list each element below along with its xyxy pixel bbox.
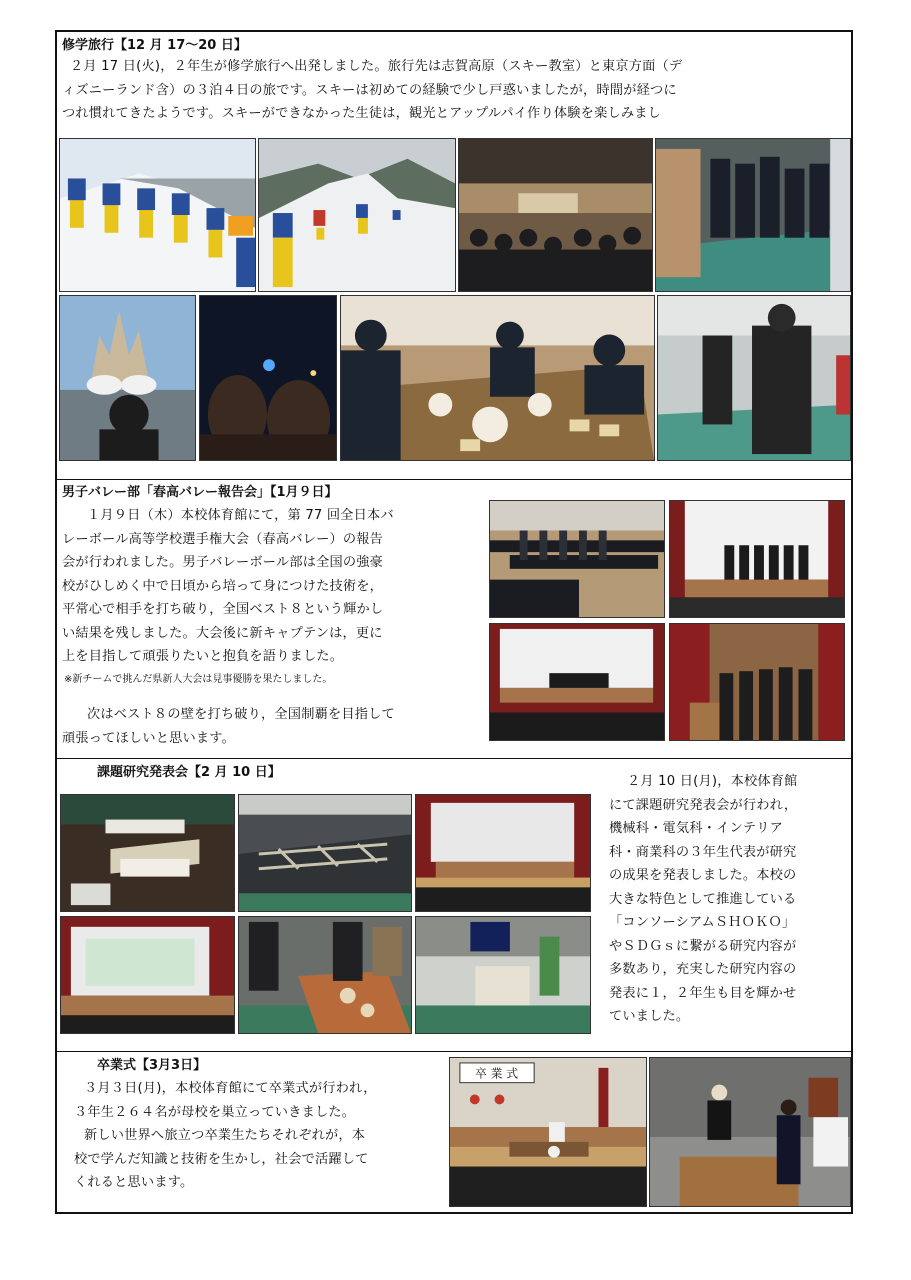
section-heading-volleyball: 男子バレー部「春高バレー報告会」【1月９日】 (62, 485, 338, 500)
photo-research-bridge-model (238, 794, 412, 912)
photo-research-stage-presentation (415, 794, 591, 912)
text-line: レーボール高等学校選手権大会（春高バレー）の報告 (62, 531, 384, 547)
text-line: やＳＤＧｓに繋がる研究内容が (609, 938, 797, 954)
text-line: 科・商業科の３年生代表が研究 (609, 844, 797, 860)
text-line: つれ慣れてきたようです。スキーができなかった生徒は，観光とアップルパイ作り体験を楽しみまし (62, 106, 662, 121)
photo-night-park (199, 295, 337, 461)
photo-research-model-display (60, 794, 235, 912)
section-divider (57, 1051, 851, 1052)
section-divider (57, 758, 851, 759)
photo-ski-lesson-group (59, 138, 256, 292)
text-line: ３年生２６４名が母校を巣立っていきました。 (74, 1104, 356, 1120)
photo-volleyball-stage-team (669, 500, 845, 618)
text-line: の成果を発表しました。本校の (609, 868, 797, 883)
text-line: い結果を残しました。大会後に新キャプテンは，更に (62, 625, 383, 641)
text-line: ていました。 (609, 1009, 690, 1024)
photo-glass-floor-visit (657, 295, 851, 461)
text-line: 平常心で相手を打ち破り，全国ベスト８という輝かし (62, 602, 384, 617)
research-text (609, 770, 849, 1029)
text-line: 多数あり，充実した研究内容の (609, 962, 797, 977)
text-line: 頑張ってほしいと思います。 (62, 730, 235, 746)
newsletter-frame (55, 30, 853, 1214)
photo-volleyball-report-stage (489, 623, 665, 741)
text-line: 新しい世界へ旅立つ卒業生たちそれぞれが，本 (84, 1128, 366, 1143)
photo-disney-castle (59, 295, 196, 461)
photo-diploma-handover (649, 1057, 851, 1207)
text-line: にて課題研究発表会が行われ， (609, 797, 798, 813)
text-line: 機械科・電気科・インテリア (609, 821, 784, 836)
text-line: 校がひしめく中で日頃から培って身につけた技術を， (62, 578, 384, 594)
photo-observation-floor (655, 138, 851, 292)
text-line: 次はベスト８の壁を打ち破り，全国制覇を目指して (87, 707, 395, 722)
text-line: 上を目指して頑張りたいと抱負を語りました。 (62, 649, 344, 664)
photo-volleyball-players-bow (669, 623, 845, 741)
photo-research-demo-table (238, 916, 412, 1034)
section-divider (57, 479, 851, 480)
section-heading-research: 課題研究発表会【2 月 10 日】 (97, 765, 281, 780)
photo-hall-lecture (458, 138, 653, 292)
photo-graduation-hall (449, 1057, 647, 1207)
graduation-banner-text: 卒 業 式 (474, 1066, 519, 1081)
volleyball-note: ※新チームで挑んだ県新人大会は見事優勝を果たしました。 (64, 674, 333, 685)
photo-volleyball-gym-assembly (489, 500, 665, 618)
photo-research-poster-booth (415, 916, 591, 1034)
graduation-text (62, 1077, 447, 1195)
text-line: ３月３日(月)，本校体育館にて卒業式が行われ， (84, 1081, 377, 1096)
photo-research-slide-screen (60, 916, 235, 1034)
text-line: 会が行われました。男子バレーボール部は全国の強豪 (62, 555, 384, 570)
text-line: ２月 17 日(火)，２年生が修学旅行へ出発しました。旅行先は志賀高原（スキー教室）と東京方面（デ (70, 59, 683, 74)
school-trip-text (62, 55, 852, 126)
photo-ski-slope (258, 138, 456, 292)
text-line: くれると思います。 (74, 1175, 194, 1190)
text-line: １月９日（木）本校体育館にて，第 77 回全日本バ (87, 508, 394, 523)
photo-apple-pie-workshop (340, 295, 655, 461)
text-line: 校で学んだ知識と技術を生かし，社会で活躍して (74, 1151, 369, 1167)
text-line: 大きな特色として推進している (609, 891, 797, 907)
text-line: 発表に１，２年生も目を輝かせ (609, 985, 797, 1001)
section-heading-graduation: 卒業式【3月3日】 (97, 1058, 207, 1073)
text-line: ィズニーランド含）の３泊４日の旅です。スキーは初めての経験で少し戸惑いましたが，時間が経つに (62, 82, 677, 98)
text-line: ２月 10 日(月)，本校体育館 (627, 774, 798, 789)
volleyball-text-2 (62, 703, 482, 750)
volleyball-text (62, 504, 482, 669)
section-heading-school-trip: 修学旅行【12 月 17～20 日】 (62, 38, 247, 53)
text-line: 「コンソーシアムＳＨＯＫＯ」 (609, 915, 796, 930)
